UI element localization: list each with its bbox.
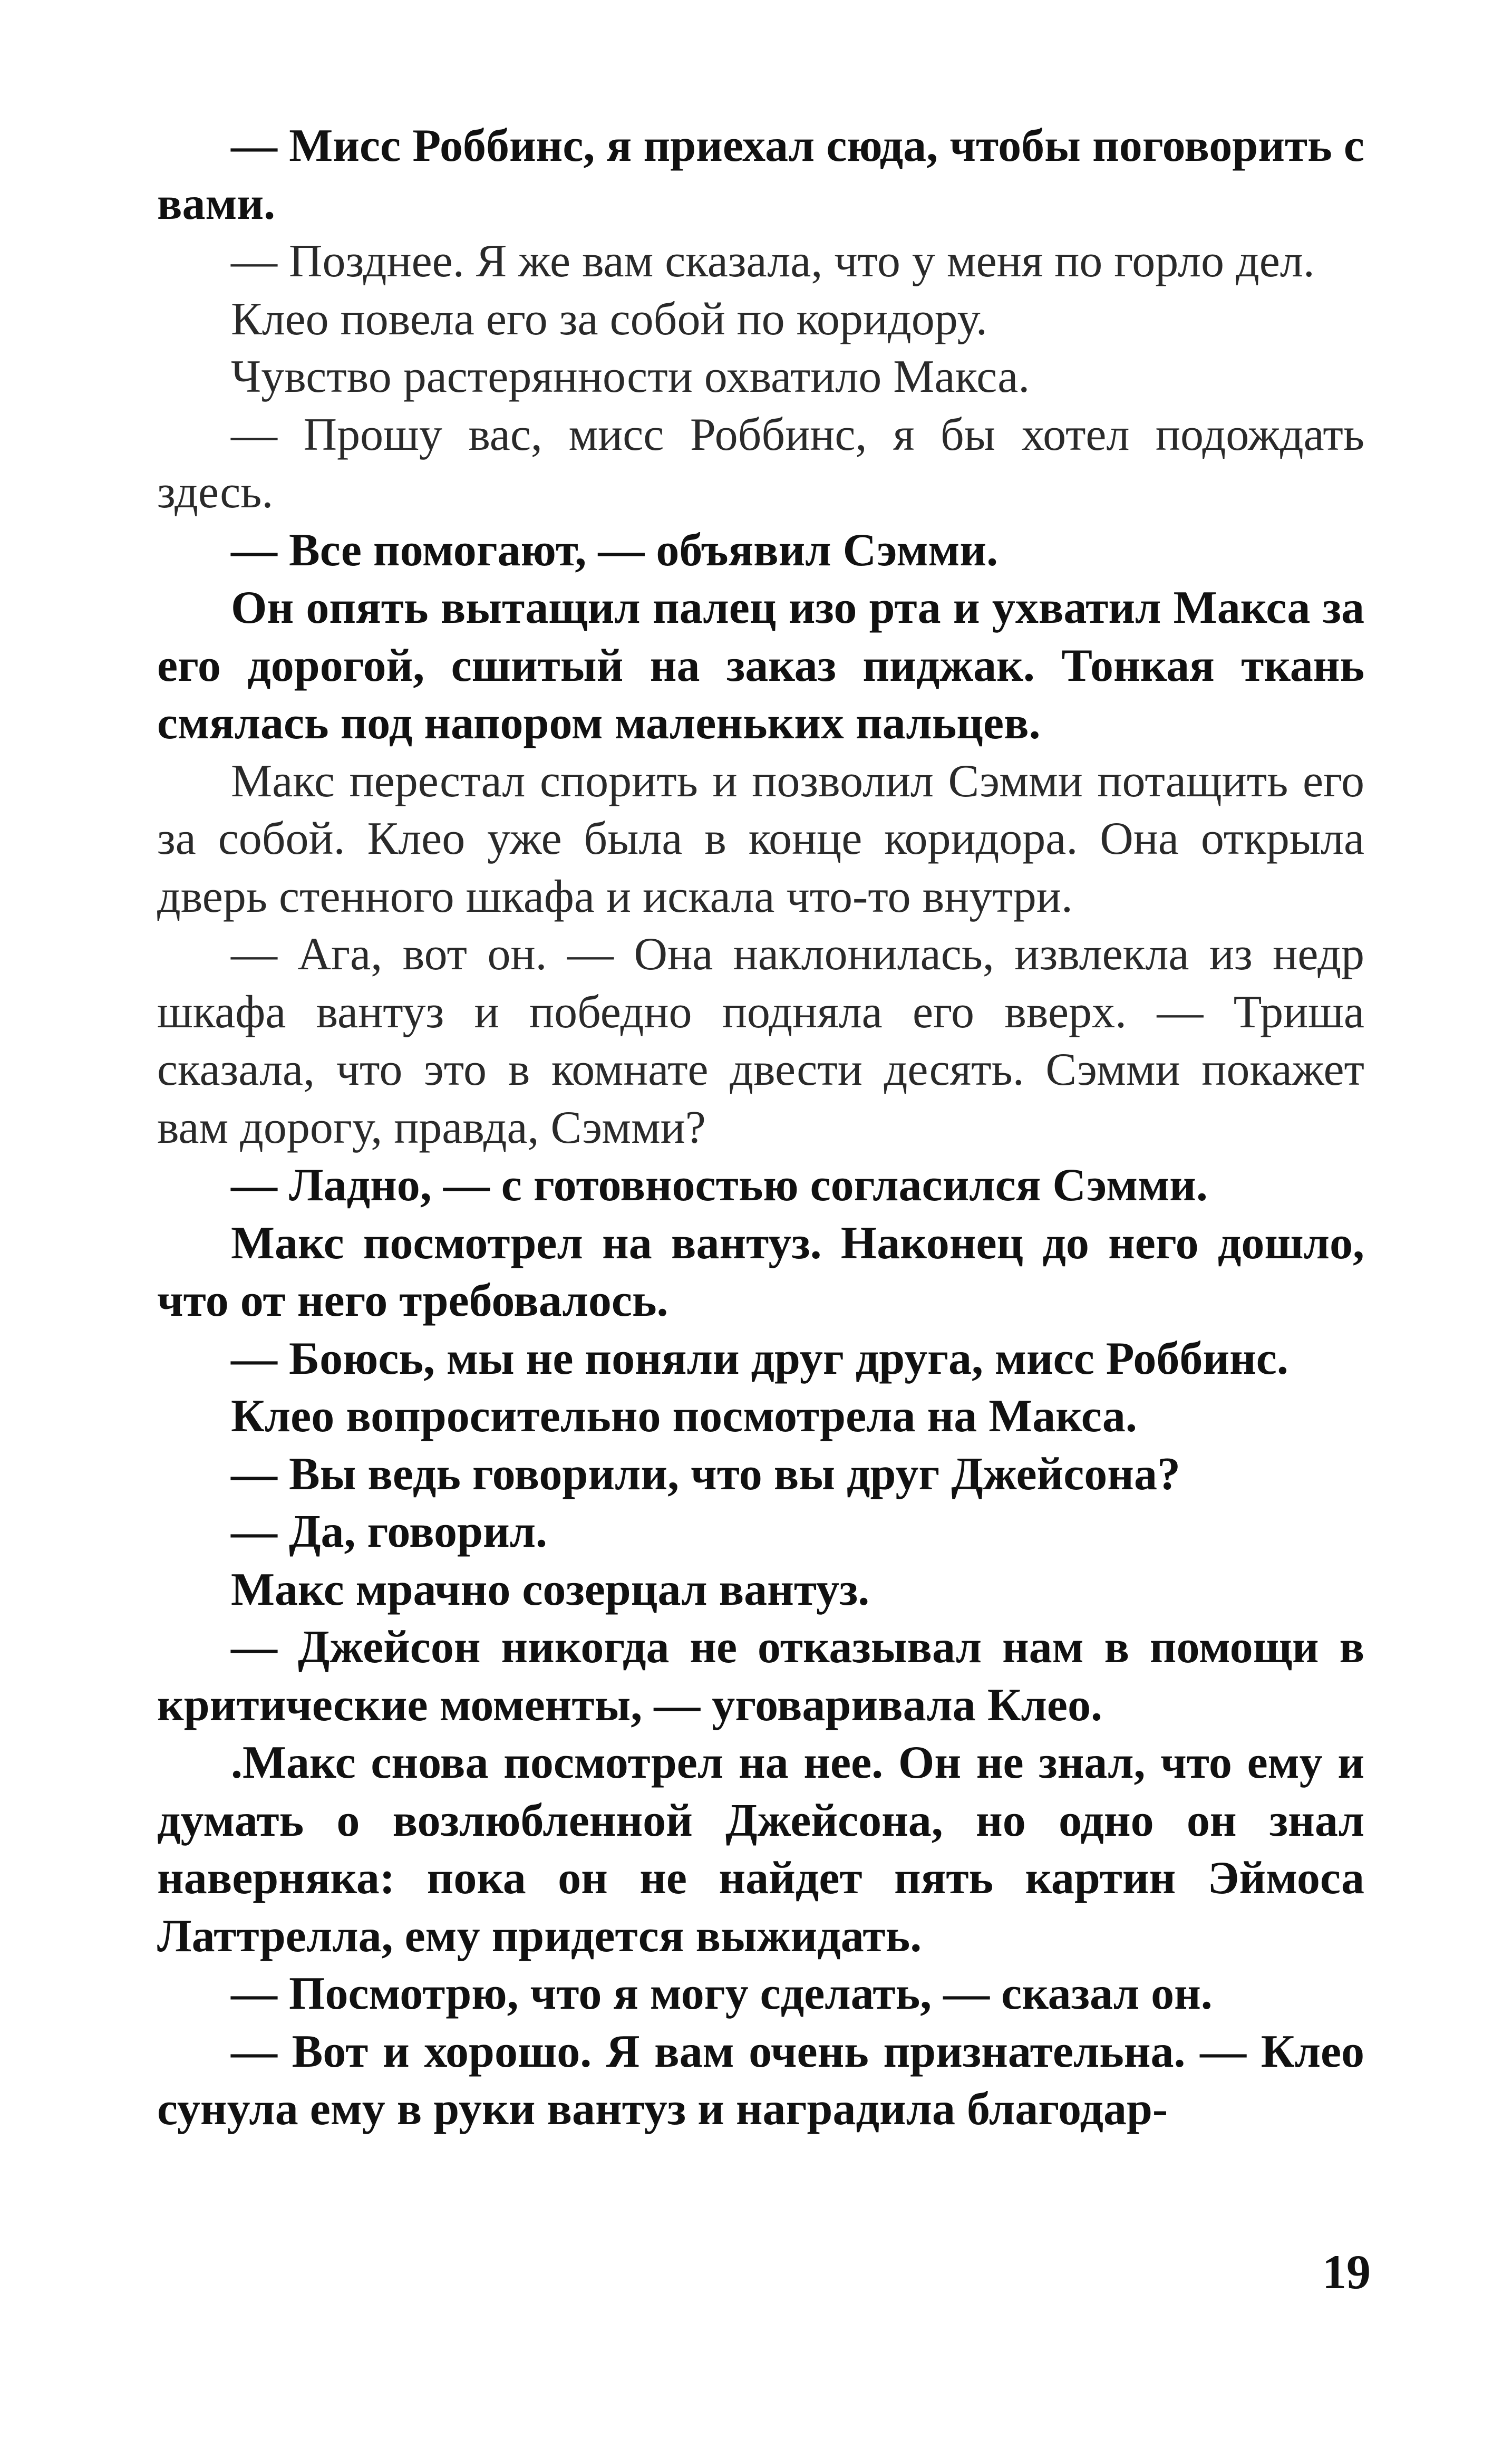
- paragraph: — Посмотрю, что я могу сделать, — сказал он.: [231, 1968, 1213, 2019]
- paragraph: Макс мрачно созерцал вантуз.: [231, 1564, 870, 1615]
- paragraph: — Прошу вас, мисс Роббинс, я бы хотел подождать здесь.: [157, 409, 1364, 518]
- paragraph: — Джейсон никогда не отказывал нам в помощи в критические моменты, — уговаривала Клео.: [157, 1622, 1364, 1731]
- paragraph: — Ага, вот он. — Она наклонилась, извлекла из недр шкафа вантуз и победно подняла его вверх. — Триша сказала, что это в комнате двести десять. Сэмми покажет вам дорогу, правда, Сэмми?: [157, 929, 1364, 1153]
- paragraph: Чувство растерянности охватило Макса.: [231, 351, 1030, 402]
- paragraph: Клео вопросительно посмотрела на Макса.: [231, 1391, 1137, 1442]
- paragraph: — Боюсь, мы не поняли друг друга, мисс Роббинс.: [231, 1333, 1288, 1384]
- paragraph: .Макс снова посмотрел на нее. Он не знал, что ему и думать о возлюбленной Джейсона, но одно он знал наверняка: пока он не найдет пять картин Эймоса Латтрелла, ему придется выжидать.: [157, 1737, 1364, 1962]
- paragraph: — Ладно, — с готовностью согласился Сэмми.: [231, 1160, 1208, 1211]
- paragraph: Макс перестал спорить и позволил Сэмми потащить его за собой. Клео уже была в конце коридора. Она открыла дверь стенного шкафа и искала что-то внутри.: [157, 755, 1364, 922]
- paragraph: — Позднее. Я же вам сказала, что у меня по горло дел.: [231, 236, 1315, 287]
- paragraph: — Вы ведь говорили, что вы друг Джейсона?: [231, 1448, 1180, 1500]
- paragraph: Он опять вытащил палец изо рта и ухватил Макса за его дорогой, сшитый на заказ пиджак. Тонкая ткань смялась под напором маленьких пальцев.: [157, 582, 1364, 749]
- page-text: [157, 117, 1364, 2138]
- paragraph: — Вот и хорошо. Я вам очень признательна. — Клео сунула ему в руки вантуз и наградила благодар-: [157, 2026, 1364, 2135]
- paragraph: Клео повела его за собой по коридору.: [231, 293, 987, 345]
- page-number: 19: [1322, 2245, 1371, 2299]
- paragraph: — Да, говорил.: [231, 1506, 548, 1557]
- paragraph: — Мисс Роббинс, я приехал сюда, чтобы поговорить с вами.: [157, 120, 1364, 229]
- paragraph: — Все помогают, — объявил Сэмми.: [231, 524, 999, 576]
- paragraph: Макс посмотрел на вантуз. Наконец до него дошло, что от него требовалось.: [157, 1217, 1364, 1326]
